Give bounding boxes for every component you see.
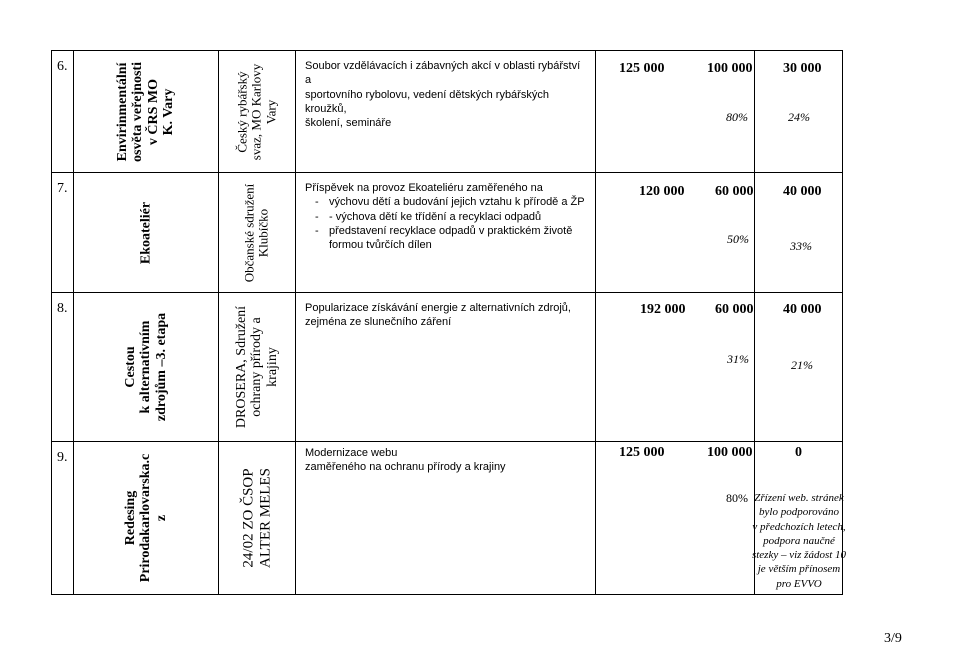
granted-percent: 33% [790, 239, 812, 253]
description-cell [296, 173, 596, 293]
granted-amount: 40 000 [783, 184, 822, 199]
project-description [296, 173, 595, 252]
note-line: stezky – viz žádost 10 [751, 549, 847, 562]
row-number: 6. [57, 59, 68, 74]
row-number-cell [52, 442, 74, 595]
table-row [52, 173, 843, 293]
note-line: je větším přínosem [757, 563, 841, 576]
description-list-item: - představení recyklace odpadů v praktickém životě [305, 224, 587, 238]
row-number-cell [52, 173, 74, 293]
description-cell [296, 293, 596, 442]
description-list-item: - - výchova dětí ke třídění a recyklaci odpadů [305, 210, 587, 224]
project-name-line: K. Vary [161, 88, 177, 135]
organization-line: krajiny [264, 347, 280, 387]
granted-amount: 0 [795, 445, 802, 460]
description-list [305, 195, 587, 238]
organization-cell [219, 442, 296, 595]
granted-amount: 40 000 [783, 302, 822, 317]
granted-amount: 30 000 [783, 61, 822, 76]
organization-line: ochrany přírody a [249, 317, 265, 417]
organization-line: 24/02 ZO ČSOP [240, 468, 257, 568]
page-number: 3/9 [884, 631, 902, 646]
description-list-item: - výchovu dětí a budování jejich vztahu k přírodě a ŽP [305, 195, 587, 209]
note-line: bylo podporováno [759, 506, 839, 519]
project-name-line: Prirodakarlovarska.c [138, 453, 154, 583]
note-line: v předchozích letech, [752, 520, 846, 533]
project-name-cell [74, 51, 219, 173]
description-line: Soubor vzdělávacích i zábavných akcí v oblasti rybářství a [305, 60, 581, 87]
description-cell [296, 51, 596, 173]
organization-cell [219, 173, 296, 293]
description-line: Modernizace webu [305, 447, 398, 459]
requested-percent: 50% [727, 232, 749, 246]
granted-cell [755, 173, 843, 293]
project-name-line: z [153, 514, 169, 522]
organization-cell [219, 293, 296, 442]
project-name-line: osvěta veřejnosti [130, 61, 146, 162]
requested-amount: 60 000 [715, 184, 754, 199]
table-row [52, 442, 843, 595]
project-description [296, 51, 595, 130]
requested-percent: 31% [727, 352, 749, 366]
requested-amount: 100 000 [707, 445, 753, 460]
organization-line: ALTER MELES [257, 468, 273, 568]
project-name [123, 313, 169, 421]
requested-amount: 60 000 [715, 302, 754, 317]
organization-name [236, 63, 279, 159]
project-name-line: zdrojům –3. etapa [153, 312, 169, 422]
description-cell [296, 442, 596, 595]
note-line: podpora naučné [763, 534, 835, 547]
amounts-cell [596, 442, 755, 595]
total-cost: 192 000 [640, 302, 686, 317]
granted-cell [755, 293, 843, 442]
project-name-line: Ekoateliér [138, 201, 154, 264]
amounts-cell [596, 51, 755, 173]
granted-cell [751, 442, 847, 595]
row-number: 8. [57, 301, 68, 316]
amounts-cell [596, 173, 755, 293]
granted-cell [755, 51, 843, 173]
project-name [138, 201, 153, 263]
total-cost: 125 000 [619, 61, 665, 76]
organization-line: DROSERA, Sdružení [233, 305, 249, 429]
organization-name [241, 468, 274, 568]
description-line: zejména ze slunečního záření [305, 316, 452, 329]
organization-line: Český rybářský [234, 70, 250, 153]
organization-line: Vary [263, 99, 279, 124]
row-number: 7. [57, 181, 68, 196]
organization-line: Klubíčko [256, 208, 271, 257]
note-line: pro EVVO [776, 577, 822, 590]
granted-percent: 24% [788, 110, 810, 124]
project-name [115, 62, 177, 162]
organization-name [234, 306, 280, 428]
description-line: zaměřeného na ochranu přírody a krajiny [305, 461, 506, 474]
project-name-cell [74, 442, 219, 595]
organization-line: svaz, MO Karlovy [248, 63, 264, 160]
project-name-line: Redesing [122, 490, 138, 546]
organization-line: Občanské sdružení [241, 183, 257, 282]
project-description [296, 293, 595, 330]
project-description [296, 442, 595, 475]
project-name-cell [74, 173, 219, 293]
total-cost: 125 000 [619, 445, 665, 460]
organization-cell [219, 51, 296, 173]
description-line: sportovního rybolovu, vedení dětských rybářských kroužků, [305, 88, 549, 115]
requested-amount: 100 000 [707, 61, 753, 76]
organization-name [243, 183, 272, 282]
description-line: Popularizace získávání energie z alternativních zdrojů, [305, 302, 571, 314]
note-line: Zřízení web. stránek [754, 492, 844, 504]
projects-table [51, 50, 847, 595]
row-number: 9. [57, 450, 68, 465]
requested-percent: 80% [726, 110, 748, 124]
project-name-line: v ČRS MO [146, 78, 161, 145]
table-row [52, 293, 843, 442]
amounts-cell [596, 293, 755, 442]
table-row [52, 51, 843, 173]
project-name-line: k alternativním [138, 320, 154, 414]
project-name-line: Cestou [122, 346, 138, 388]
requested-percent: 80% [726, 491, 748, 505]
total-cost: 120 000 [639, 184, 685, 199]
project-name-line: Envirinmentální [115, 62, 131, 161]
row-number-cell [52, 51, 74, 173]
project-name-cell [74, 293, 219, 442]
project-name [123, 454, 169, 582]
description-line: školení, semináře [305, 117, 392, 130]
description-line: Příspěvek na provoz Ekoateliéru zaměřeného na [305, 182, 543, 194]
row-number-cell [52, 293, 74, 442]
granted-percent: 21% [791, 358, 813, 372]
granted-note [749, 491, 849, 591]
description-line: formou tvůrčích dílen [329, 239, 432, 252]
